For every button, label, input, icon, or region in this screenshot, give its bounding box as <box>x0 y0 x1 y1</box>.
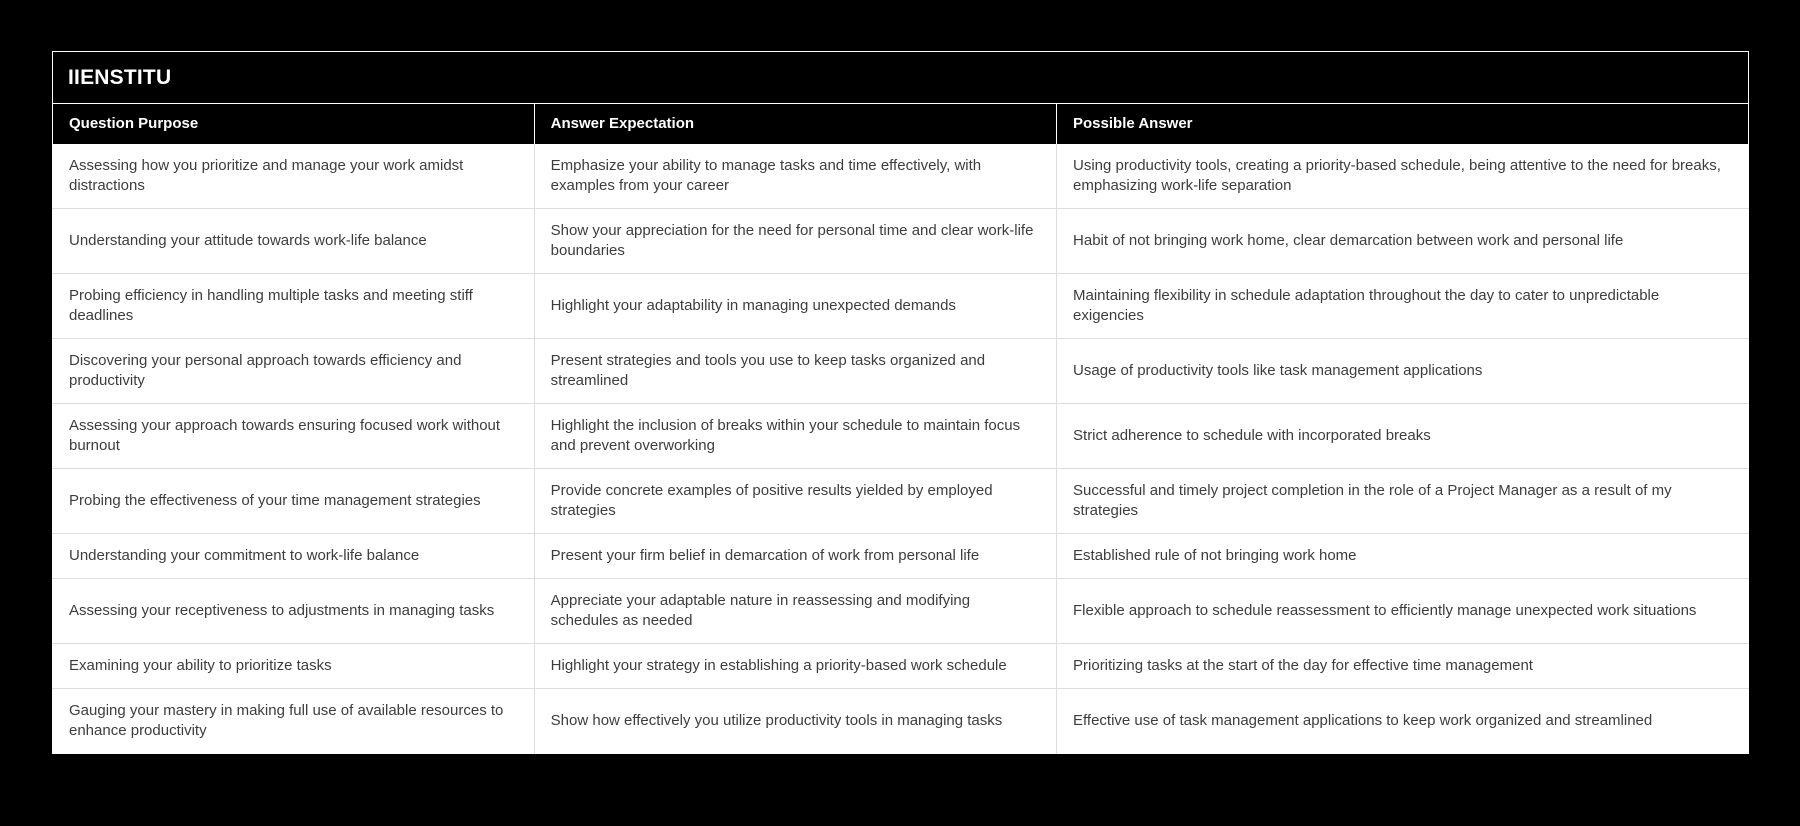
interview-table-container <box>52 51 1749 754</box>
question-purpose-cell: Gauging your mastery in making full use of available resources to enhance productivity <box>53 689 535 754</box>
table-row <box>53 144 1749 209</box>
interview-prep-table <box>52 51 1749 754</box>
possible-answer-cell: Strict adherence to schedule with incorporated breaks <box>1057 404 1749 469</box>
table-row <box>53 274 1749 339</box>
table-row <box>53 644 1749 689</box>
table-row <box>53 339 1749 404</box>
question-purpose-cell: Understanding your attitude towards work-life balance <box>53 209 535 274</box>
answer-expectation-cell: Highlight your strategy in establishing a priority-based work schedule <box>534 644 1056 689</box>
table-row <box>53 579 1749 644</box>
question-purpose-cell: Assessing your approach towards ensuring focused work without burnout <box>53 404 535 469</box>
column-header-answer-expectation: Answer Expectation <box>534 104 1056 145</box>
question-purpose-cell: Examining your ability to prioritize tasks <box>53 644 535 689</box>
possible-answer-cell: Effective use of task management applications to keep work organized and streamlined <box>1057 689 1749 754</box>
answer-expectation-cell: Present your firm belief in demarcation of work from personal life <box>534 534 1056 579</box>
column-header-possible-answer: Possible Answer <box>1057 104 1749 145</box>
answer-expectation-cell: Highlight the inclusion of breaks within your schedule to maintain focus and prevent overworking <box>534 404 1056 469</box>
answer-expectation-cell: Highlight your adaptability in managing unexpected demands <box>534 274 1056 339</box>
question-purpose-cell: Understanding your commitment to work-life balance <box>53 534 535 579</box>
table-header-row <box>53 104 1749 145</box>
question-purpose-cell: Discovering your personal approach towards efficiency and productivity <box>53 339 535 404</box>
table-title: IIENSTITU <box>53 52 1749 104</box>
question-purpose-cell: Probing efficiency in handling multiple tasks and meeting stiff deadlines <box>53 274 535 339</box>
answer-expectation-cell: Show how effectively you utilize productivity tools in managing tasks <box>534 689 1056 754</box>
answer-expectation-cell: Emphasize your ability to manage tasks and time effectively, with examples from your career <box>534 144 1056 209</box>
possible-answer-cell: Prioritizing tasks at the start of the day for effective time management <box>1057 644 1749 689</box>
possible-answer-cell: Flexible approach to schedule reassessment to efficiently manage unexpected work situations <box>1057 579 1749 644</box>
question-purpose-cell: Probing the effectiveness of your time management strategies <box>53 469 535 534</box>
answer-expectation-cell: Present strategies and tools you use to keep tasks organized and streamlined <box>534 339 1056 404</box>
table-row <box>53 404 1749 469</box>
question-purpose-cell: Assessing how you prioritize and manage your work amidst distractions <box>53 144 535 209</box>
possible-answer-cell: Established rule of not bringing work home <box>1057 534 1749 579</box>
table-row <box>53 209 1749 274</box>
question-purpose-cell: Assessing your receptiveness to adjustments in managing tasks <box>53 579 535 644</box>
answer-expectation-cell: Provide concrete examples of positive results yielded by employed strategies <box>534 469 1056 534</box>
possible-answer-cell: Using productivity tools, creating a priority-based schedule, being attentive to the need for breaks, emphasizing work-life separation <box>1057 144 1749 209</box>
possible-answer-cell: Maintaining flexibility in schedule adaptation throughout the day to cater to unpredictable exigencies <box>1057 274 1749 339</box>
table-row <box>53 469 1749 534</box>
table-row <box>53 689 1749 754</box>
table-row <box>53 534 1749 579</box>
table-title-row <box>53 52 1749 104</box>
possible-answer-cell: Usage of productivity tools like task management applications <box>1057 339 1749 404</box>
possible-answer-cell: Successful and timely project completion in the role of a Project Manager as a result of my strategies <box>1057 469 1749 534</box>
table-body <box>53 144 1749 754</box>
column-header-question-purpose: Question Purpose <box>53 104 535 145</box>
answer-expectation-cell: Show your appreciation for the need for personal time and clear work-life boundaries <box>534 209 1056 274</box>
answer-expectation-cell: Appreciate your adaptable nature in reassessing and modifying schedules as needed <box>534 579 1056 644</box>
possible-answer-cell: Habit of not bringing work home, clear demarcation between work and personal life <box>1057 209 1749 274</box>
